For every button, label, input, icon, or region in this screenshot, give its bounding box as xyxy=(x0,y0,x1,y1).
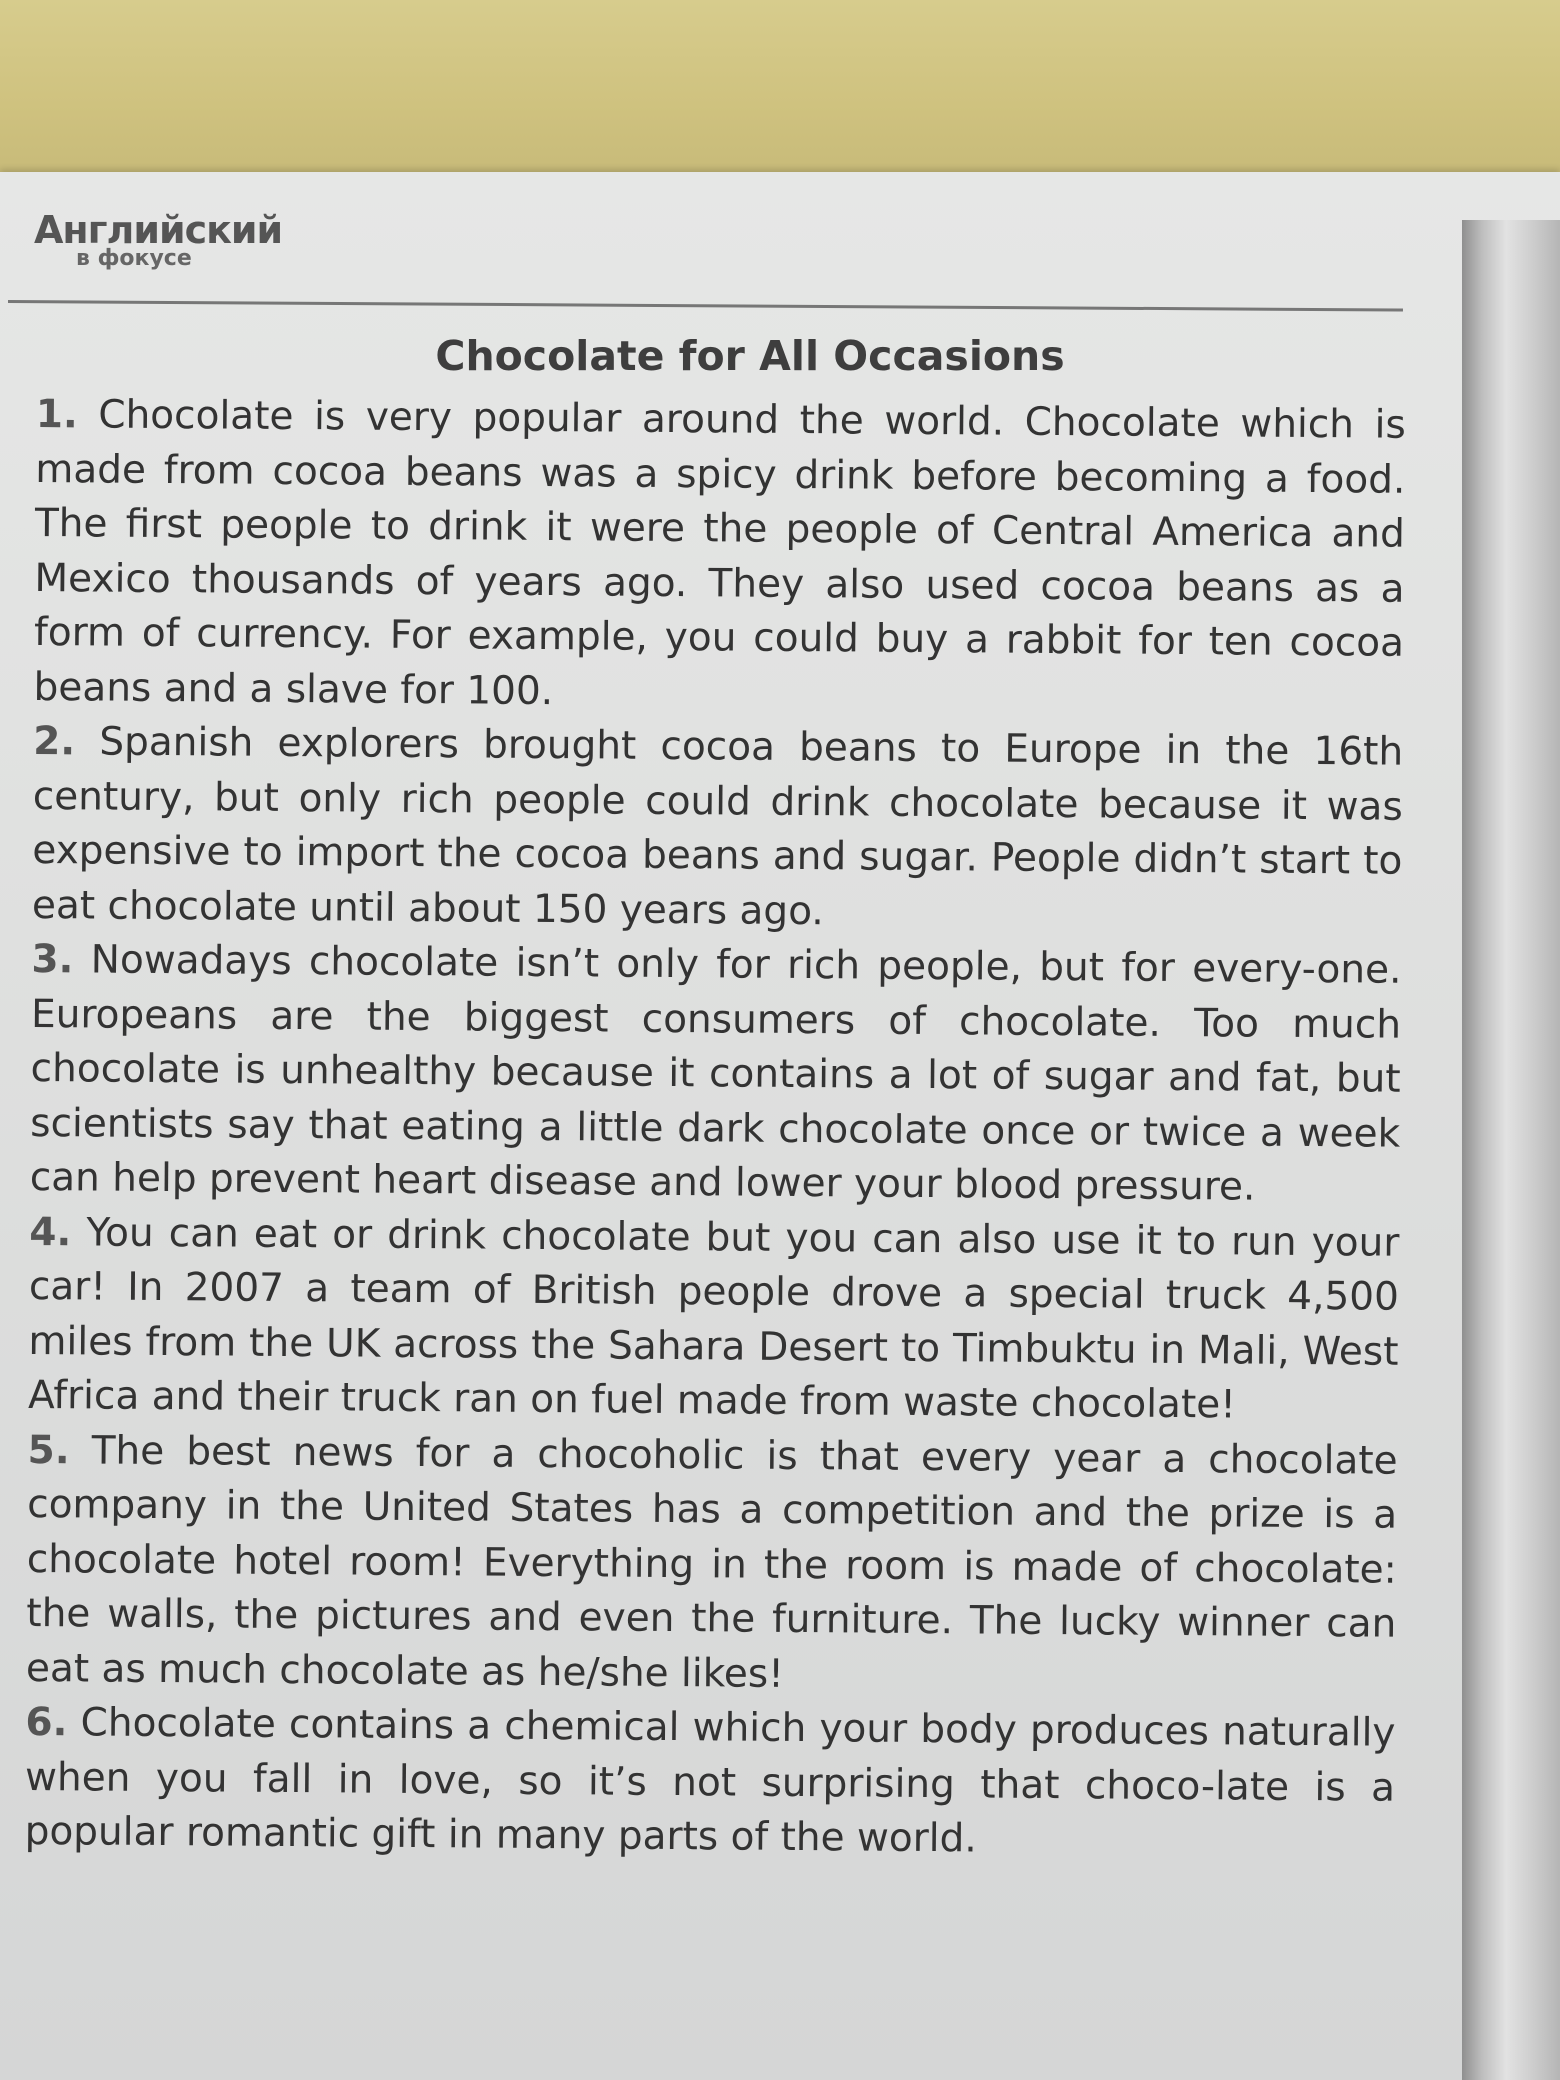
page-spine-shadow xyxy=(1462,220,1560,2080)
paragraph-text: Nowadays chocolate isn’t only for rich people, but for every-one. Europeans are the biggest consumers of chocolate. Too much chocolate is unhealthy because it contains a lot of sugar and fat, but scientists say that eating a little dark chocolate once or twice a week can help prevent heart disease and lower your blood pressure. xyxy=(29,937,1402,1210)
paragraph-number: 3. xyxy=(31,936,74,983)
paragraph-4 xyxy=(28,1205,1400,1434)
paragraph-1 xyxy=(33,388,1406,726)
paragraph-5 xyxy=(26,1423,1398,1706)
logo-sub-text: в фокусе xyxy=(76,246,192,271)
paragraph-number: 6. xyxy=(25,1699,68,1746)
paragraph-6 xyxy=(24,1696,1395,1870)
paragraph-3 xyxy=(30,933,1402,1216)
paragraph-number: 1. xyxy=(35,391,78,438)
article-title: Chocolate for All Occasions xyxy=(435,332,1065,380)
logo-main-text: Английский xyxy=(34,208,283,252)
paragraph-text: Chocolate contains a chemical which your body produces naturally when you fall in love, so it’s not surprising that choco-late is a popular romantic gift in many parts of the world. xyxy=(24,1700,1396,1862)
paragraph-number: 4. xyxy=(29,1209,72,1255)
paragraph-text: You can eat or drink chocolate but you can also use it to run your car! In 2007 a team of British people drove a special truck 4,500 miles from the UK across the Sahara Desert to Timbuktu in Mali, West Africa and their truck ran on fuel made from waste chocolate! xyxy=(27,1209,1400,1428)
article-body xyxy=(24,388,1406,1870)
paragraph-2 xyxy=(32,715,1404,944)
background-surface xyxy=(0,0,1560,190)
paragraph-text: Spanish explorers brought cocoa beans to Europe in the 16th century, but only rich people could drink chocolate because it was expensive to import the cocoa beans and sugar. People didn’t start to eat chocolate until about 150 years ago. xyxy=(31,719,1404,934)
paragraph-number: 2. xyxy=(33,718,76,765)
book-logo xyxy=(34,208,282,271)
paragraph-text: The best news for a chocoholic is that every year a chocolate company in the United States has a competition and the prize is a chocolate hotel room! Everything in the room is made of chocolate: the walls, the pictures and even the furniture. The lucky winner can eat as much chocolate as he/she likes! xyxy=(25,1427,1398,1697)
paragraph-text: Chocolate is very popular around the world. Chocolate which is made from cocoa beans was a spicy drink before becoming a food. The first people to drink it were the people of Central America and Mexico thousands of years ago. They also used cocoa beans as a form of currency. For example, you could buy a rabbit for ten cocoa beans and a slave for 100. xyxy=(33,392,1406,714)
paragraph-number: 5. xyxy=(27,1427,70,1473)
